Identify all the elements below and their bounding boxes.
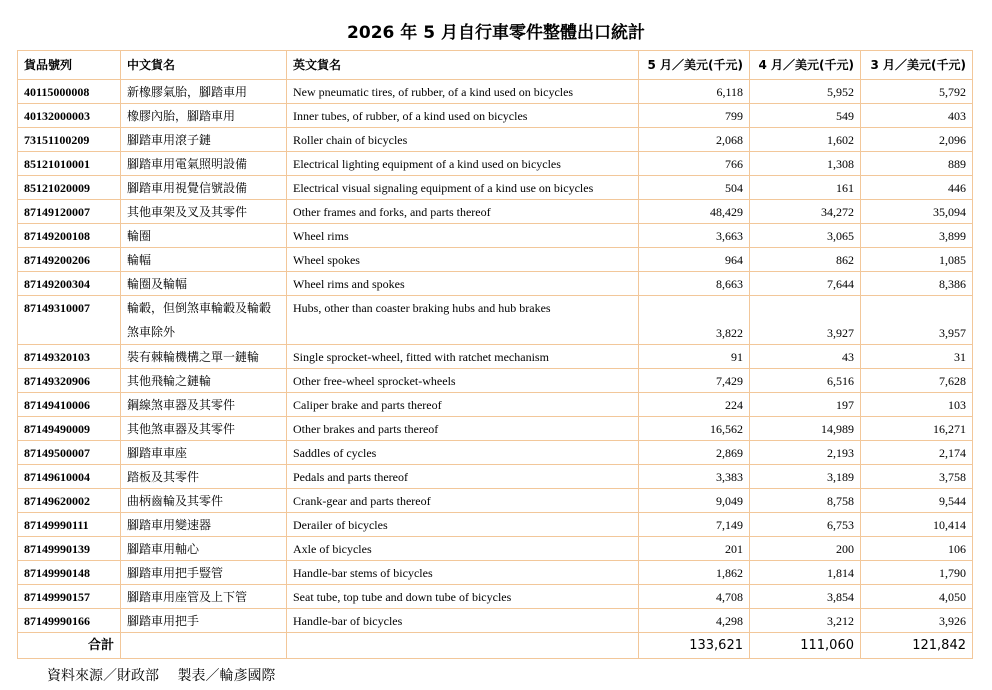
- cell-code: 87149200206: [18, 248, 121, 272]
- cell-code: 87149990157: [18, 585, 121, 609]
- header-code: 貨品號列: [18, 51, 121, 80]
- cell-april: 549: [750, 104, 861, 128]
- table-row: [18, 537, 973, 561]
- cell-march: 5,792: [861, 80, 973, 104]
- table-row: [18, 441, 973, 465]
- cell-may: 1,862: [639, 561, 750, 585]
- cell-english-name: Electrical lighting equipment of a kind used on bicycles: [287, 152, 639, 176]
- cell-march: 3,899: [861, 224, 973, 248]
- cell-may: 766: [639, 152, 750, 176]
- total-row: [18, 633, 973, 659]
- cell-chinese-name: 腳踏車用軸心: [121, 537, 287, 561]
- table-row: [18, 345, 973, 369]
- cell-chinese-name: 腳踏車用把手豎管: [121, 561, 287, 585]
- cell-march: 31: [861, 345, 973, 369]
- cell-english-name: New pneumatic tires, of rubber, of a kind used on bicycles: [287, 80, 639, 104]
- cell-april: 7,644: [750, 272, 861, 296]
- table-row: [18, 176, 973, 200]
- total-empty-zh: [121, 633, 287, 659]
- total-april: 111,060: [750, 633, 861, 659]
- cell-code: 87149320906: [18, 369, 121, 393]
- cell-english-name: Wheel rims: [287, 224, 639, 248]
- export-statistics-table: [17, 50, 973, 659]
- cell-april: 8,758: [750, 489, 861, 513]
- cell-april: 43: [750, 345, 861, 369]
- cell-code: 85121020009: [18, 176, 121, 200]
- source-footer: 資料來源／財政部 製表／輪彥國際: [47, 668, 276, 684]
- cell-chinese-name: 輪圈: [121, 224, 287, 248]
- cell-april: 3,854: [750, 585, 861, 609]
- cell-english-name: Single sprocket-wheel, fitted with ratchet mechanism: [287, 345, 639, 369]
- cell-english-name: Pedals and parts thereof: [287, 465, 639, 489]
- cell-may: 3,383: [639, 465, 750, 489]
- cell-march: 4,050: [861, 585, 973, 609]
- cell-march: 16,271: [861, 417, 973, 441]
- cell-may: 799: [639, 104, 750, 128]
- table-row: [18, 80, 973, 104]
- cell-code: 87149200108: [18, 224, 121, 248]
- cell-chinese-name: 鋼線煞車器及其零件: [121, 393, 287, 417]
- cell-march: 2,096: [861, 128, 973, 152]
- cell-march: 3,758: [861, 465, 973, 489]
- cell-may: 504: [639, 176, 750, 200]
- cell-code: 87149620002: [18, 489, 121, 513]
- cell-may: 7,149: [639, 513, 750, 537]
- cell-english-name: Inner tubes, of rubber, of a kind used on bicycles: [287, 104, 639, 128]
- cell-chinese-name: 其他車架及叉及其零件: [121, 200, 287, 224]
- header-march: 3 月／美元(千元): [861, 51, 973, 80]
- cell-chinese-name: 踏板及其零件: [121, 465, 287, 489]
- cell-april: 1,814: [750, 561, 861, 585]
- cell-may: 224: [639, 393, 750, 417]
- table-row: [18, 513, 973, 537]
- table-row: [18, 561, 973, 585]
- page-title: 2026 年 5 月自行車零件整體出口統計: [347, 23, 645, 43]
- cell-english-name: Hubs, other than coaster braking hubs and hub brakes: [287, 296, 639, 345]
- cell-code: 87149610004: [18, 465, 121, 489]
- cell-code: 40115000008: [18, 80, 121, 104]
- cell-march: 8,386: [861, 272, 973, 296]
- cell-april: 6,753: [750, 513, 861, 537]
- cell-code: 87149200304: [18, 272, 121, 296]
- cell-april: 6,516: [750, 369, 861, 393]
- cell-march: 1,085: [861, 248, 973, 272]
- cell-chinese-name: 裝有棘輪機構之單一鏈輪: [121, 345, 287, 369]
- cell-april: 197: [750, 393, 861, 417]
- cell-chinese-name: 其他煞車器及其零件: [121, 417, 287, 441]
- cell-april: 1,308: [750, 152, 861, 176]
- cell-code: 87149120007: [18, 200, 121, 224]
- cell-march: 2,174: [861, 441, 973, 465]
- cell-march: 889: [861, 152, 973, 176]
- cell-english-name: Wheel rims and spokes: [287, 272, 639, 296]
- table-row: [18, 128, 973, 152]
- cell-code: 87149310007: [18, 296, 121, 345]
- cell-code: 87149990166: [18, 609, 121, 633]
- cell-english-name: Handle-bar stems of bicycles: [287, 561, 639, 585]
- cell-chinese-name: 輪轂，但倒煞車輪轂及輪轂煞車除外: [121, 296, 287, 345]
- cell-english-name: Other free-wheel sprocket-wheels: [287, 369, 639, 393]
- cell-april: 200: [750, 537, 861, 561]
- cell-may: 3,663: [639, 224, 750, 248]
- table-row: [18, 200, 973, 224]
- cell-march: 7,628: [861, 369, 973, 393]
- cell-april: 2,193: [750, 441, 861, 465]
- cell-march: 1,790: [861, 561, 973, 585]
- cell-code: 73151100209: [18, 128, 121, 152]
- cell-april: 14,989: [750, 417, 861, 441]
- cell-english-name: Saddles of cycles: [287, 441, 639, 465]
- cell-march: 3,926: [861, 609, 973, 633]
- cell-april: 1,602: [750, 128, 861, 152]
- cell-may: 91: [639, 345, 750, 369]
- total-march: 121,842: [861, 633, 973, 659]
- cell-chinese-name: 腳踏車用變速器: [121, 513, 287, 537]
- header-row: [18, 51, 973, 80]
- cell-march: 10,414: [861, 513, 973, 537]
- table-row: [18, 152, 973, 176]
- cell-code: 87149990111: [18, 513, 121, 537]
- cell-march: 106: [861, 537, 973, 561]
- cell-may: 8,663: [639, 272, 750, 296]
- cell-code: 87149490009: [18, 417, 121, 441]
- cell-english-name: Seat tube, top tube and down tube of bicycles: [287, 585, 639, 609]
- cell-chinese-name: 腳踏車用座管及上下管: [121, 585, 287, 609]
- cell-chinese-name: 腳踏車車座: [121, 441, 287, 465]
- cell-english-name: Other brakes and parts thereof: [287, 417, 639, 441]
- cell-april: 3,212: [750, 609, 861, 633]
- table-row: [18, 489, 973, 513]
- cell-may: 3,822: [639, 296, 750, 345]
- cell-march: 446: [861, 176, 973, 200]
- cell-may: 4,298: [639, 609, 750, 633]
- header-chinese-name: 中文貨名: [121, 51, 287, 80]
- cell-may: 964: [639, 248, 750, 272]
- cell-chinese-name: 橡膠內胎，腳踏車用: [121, 104, 287, 128]
- cell-may: 6,118: [639, 80, 750, 104]
- cell-english-name: Handle-bar of bicycles: [287, 609, 639, 633]
- table-row: [18, 224, 973, 248]
- cell-english-name: Crank-gear and parts thereof: [287, 489, 639, 513]
- header-english-name: 英文貨名: [287, 51, 639, 80]
- cell-march: 35,094: [861, 200, 973, 224]
- table-row: [18, 369, 973, 393]
- cell-chinese-name: 新橡膠氣胎，腳踏車用: [121, 80, 287, 104]
- cell-april: 34,272: [750, 200, 861, 224]
- cell-may: 2,068: [639, 128, 750, 152]
- cell-chinese-name: 曲柄齒輪及其零件: [121, 489, 287, 513]
- table-row: [18, 393, 973, 417]
- cell-march: 403: [861, 104, 973, 128]
- cell-april: 3,065: [750, 224, 861, 248]
- cell-march: 9,544: [861, 489, 973, 513]
- cell-english-name: Roller chain of bicycles: [287, 128, 639, 152]
- table-row: [18, 296, 973, 345]
- cell-april: 161: [750, 176, 861, 200]
- table-row: [18, 272, 973, 296]
- cell-may: 2,869: [639, 441, 750, 465]
- cell-april: 3,927: [750, 296, 861, 345]
- cell-code: 87149410006: [18, 393, 121, 417]
- cell-may: 9,049: [639, 489, 750, 513]
- table-row: [18, 609, 973, 633]
- header-april: 4 月／美元(千元): [750, 51, 861, 80]
- cell-code: 85121010001: [18, 152, 121, 176]
- cell-code: 87149990148: [18, 561, 121, 585]
- cell-chinese-name: 腳踏車用視覺信號設備: [121, 176, 287, 200]
- total-may: 133,621: [639, 633, 750, 659]
- cell-chinese-name: 腳踏車用電氣照明設備: [121, 152, 287, 176]
- cell-code: 87149990139: [18, 537, 121, 561]
- cell-chinese-name: 腳踏車用把手: [121, 609, 287, 633]
- cell-may: 201: [639, 537, 750, 561]
- cell-code: 40132000003: [18, 104, 121, 128]
- cell-english-name: Electrical visual signaling equipment of a kind use on bicycles: [287, 176, 639, 200]
- cell-chinese-name: 輪圈及輪幅: [121, 272, 287, 296]
- cell-march: 103: [861, 393, 973, 417]
- table-row: [18, 585, 973, 609]
- total-label: 合計: [18, 633, 121, 659]
- cell-march: 3,957: [861, 296, 973, 345]
- cell-english-name: Wheel spokes: [287, 248, 639, 272]
- table-row: [18, 465, 973, 489]
- cell-english-name: Caliper brake and parts thereof: [287, 393, 639, 417]
- cell-april: 862: [750, 248, 861, 272]
- cell-chinese-name: 腳踏車用滾子鏈: [121, 128, 287, 152]
- header-may: 5 月／美元(千元): [639, 51, 750, 80]
- cell-english-name: Other frames and forks, and parts thereof: [287, 200, 639, 224]
- cell-chinese-name: 其他飛輪之鏈輪: [121, 369, 287, 393]
- cell-may: 48,429: [639, 200, 750, 224]
- cell-english-name: Axle of bicycles: [287, 537, 639, 561]
- cell-english-name: Derailer of bicycles: [287, 513, 639, 537]
- table-row: [18, 248, 973, 272]
- cell-may: 4,708: [639, 585, 750, 609]
- cell-may: 7,429: [639, 369, 750, 393]
- cell-code: 87149320103: [18, 345, 121, 369]
- cell-chinese-name: 輪幅: [121, 248, 287, 272]
- table-body: [18, 80, 973, 633]
- cell-may: 16,562: [639, 417, 750, 441]
- cell-code: 87149500007: [18, 441, 121, 465]
- table-row: [18, 417, 973, 441]
- table-row: [18, 104, 973, 128]
- cell-april: 3,189: [750, 465, 861, 489]
- cell-april: 5,952: [750, 80, 861, 104]
- total-empty-en: [287, 633, 639, 659]
